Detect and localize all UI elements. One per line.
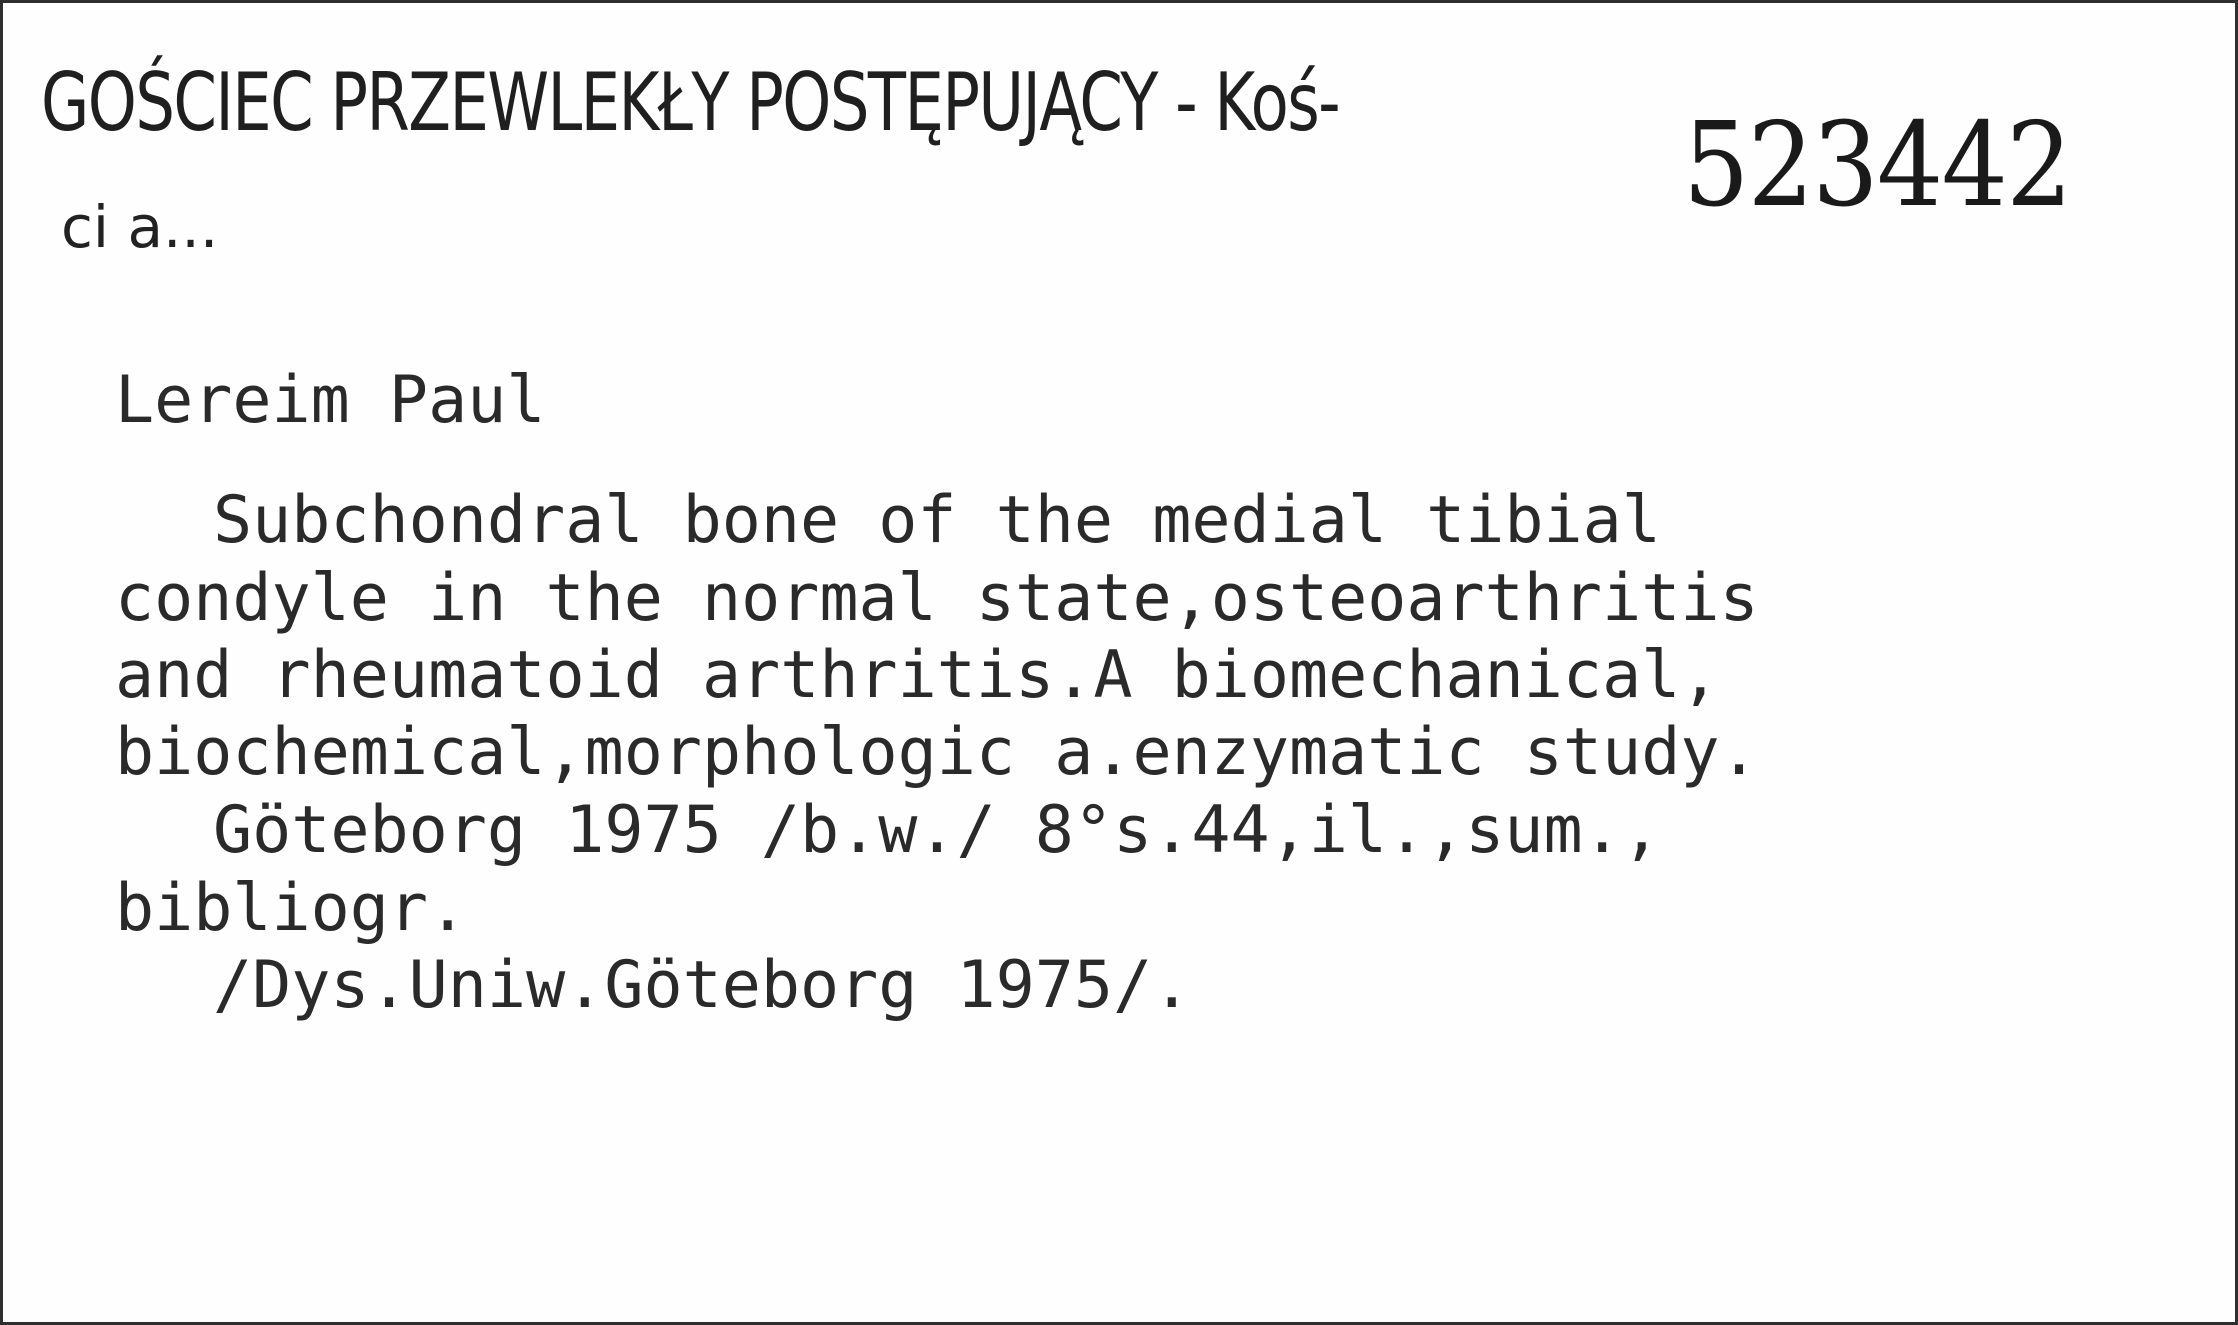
title-line: and rheumatoid arthritis.A biomechanical, [115,638,1720,713]
title-line: condyle in the normal state,osteoarthritis [115,561,1759,636]
dissertation-note: /Dys.Uniw.Göteborg 1975/. [213,948,1192,1023]
subject-heading: GOŚCIEC PRZEWLEKŁY POSTĘPUJĄCY - Koś- [41,56,1340,149]
author-name: Lereim Paul [115,363,546,438]
imprint-line: Göteborg 1975 /b.w./ 8°s.44,il.,sum., [213,793,1661,868]
imprint-line: bibliogr. [115,871,468,946]
shelf-number: 523442 [1683,98,2071,233]
subject-heading-continuation: ci a... [61,193,219,261]
title-line: Subchondral bone of the medial tibial [213,483,1661,558]
title-line: biochemical,morphologic a.enzymatic study. [115,715,1759,790]
